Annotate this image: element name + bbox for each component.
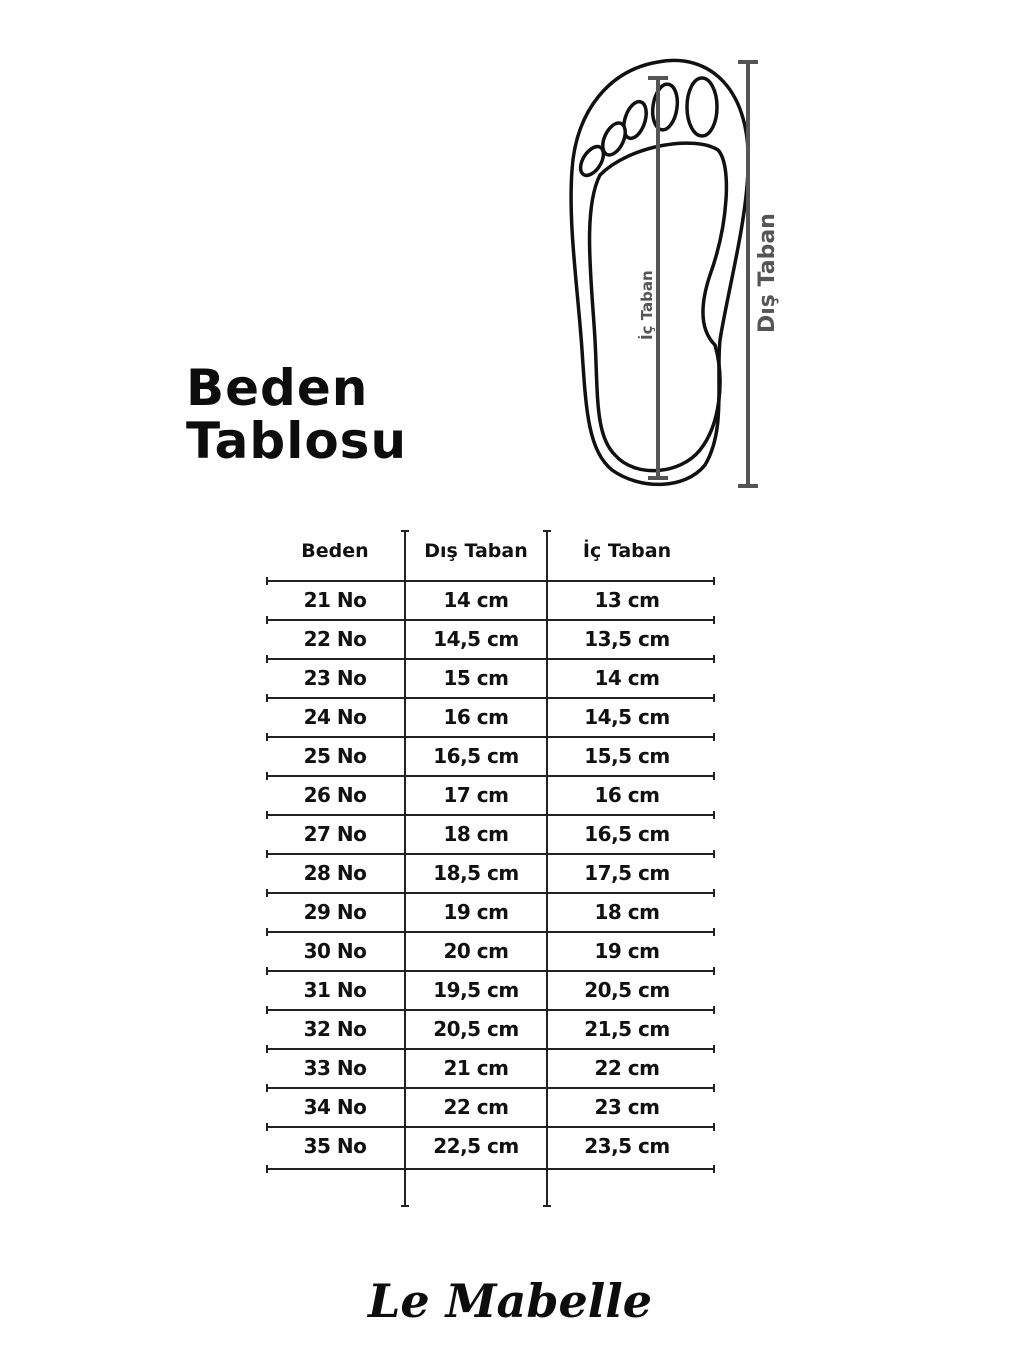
column-header-outer-sole: Dış Taban [424,540,528,562]
outer-sole-cell: 19 cm [443,900,509,924]
outer-sole-cell: 22 cm [443,1095,509,1119]
size-cell: 22 No [303,627,367,651]
size-cell: 32 No [303,1017,367,1041]
inner-sole-cell: 19 cm [594,939,660,963]
inner-sole-cell: 16 cm [594,783,660,807]
size-cell: 29 No [303,900,367,924]
foot-sole-diagram [560,50,800,500]
inner-sole-label: İç Taban [638,270,656,340]
size-cell: 21 No [303,588,367,612]
inner-sole-cell: 22 cm [594,1056,660,1080]
inner-sole-cell: 16,5 cm [584,822,670,846]
inner-sole-cell: 14,5 cm [584,705,670,729]
size-table [260,526,720,1216]
page-title-line-1: Beden [186,359,369,417]
outer-sole-cell: 14,5 cm [433,627,519,651]
inner-sole-cell: 15,5 cm [584,744,670,768]
size-cell: 24 No [303,705,367,729]
outer-sole-cell: 16 cm [443,705,509,729]
size-cell: 35 No [303,1134,367,1158]
size-cell: 33 No [303,1056,367,1080]
inner-sole-cell: 13,5 cm [584,627,670,651]
size-cell: 31 No [303,978,367,1002]
size-cell: 30 No [303,939,367,963]
inner-sole-cell: 14 cm [594,666,660,690]
inner-sole-cell: 17,5 cm [584,861,670,885]
inner-sole-cell: 21,5 cm [584,1017,670,1041]
outer-sole-label: Dış Taban [755,213,780,333]
column-header-inner-sole: İç Taban [582,540,672,562]
outer-sole-cell: 16,5 cm [433,744,519,768]
inner-sole-cell: 13 cm [594,588,660,612]
outer-sole-cell: 19,5 cm [433,978,519,1002]
size-cell: 23 No [303,666,367,690]
outer-sole-cell: 20,5 cm [433,1017,519,1041]
brand-logo [300,1255,720,1345]
size-cell: 34 No [303,1095,367,1119]
page-title-line-2: Tablosu [186,412,408,470]
toe-big [687,78,717,136]
outer-sole-cell: 18 cm [443,822,509,846]
toe-2 [650,83,680,132]
size-cell: 25 No [303,744,367,768]
inner-sole-cell: 18 cm [594,900,660,924]
outer-sole-cell: 14 cm [443,588,509,612]
outer-sole-cell: 21 cm [443,1056,509,1080]
outer-sole-cell: 17 cm [443,783,509,807]
inner-sole-cell: 20,5 cm [584,978,670,1002]
size-cell: 27 No [303,822,367,846]
outer-sole-cell: 18,5 cm [433,861,519,885]
inner-sole-cell: 23 cm [594,1095,660,1119]
size-cell: 26 No [303,783,367,807]
page-title [186,359,486,470]
column-header-size: Beden [301,540,369,562]
outer-sole-cell: 15 cm [443,666,509,690]
outer-sole-cell: 22,5 cm [433,1134,519,1158]
size-cell: 28 No [303,861,367,885]
brand-logo-text: Le Mabelle [368,1274,652,1328]
inner-sole-cell: 23,5 cm [584,1134,670,1158]
outer-sole-cell: 20 cm [443,939,509,963]
